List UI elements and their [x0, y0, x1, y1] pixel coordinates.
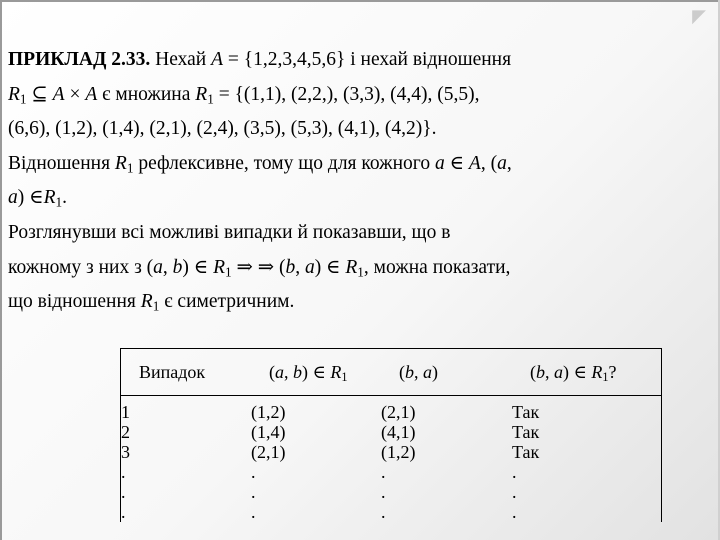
text-span: , можна показати,: [363, 256, 511, 278]
table-cell: (4,1): [381, 422, 416, 442]
text-line-7: [8, 251, 708, 286]
table-cell: 1: [121, 396, 252, 423]
symmetry-cases-table: [120, 348, 662, 522]
text-span: ,: [295, 256, 305, 278]
header-ba-in-r1: (b, a) ∈ $R_1$?: [512, 349, 662, 396]
relation-symbol: R: [43, 187, 56, 209]
variable-a: a: [434, 152, 445, 174]
text-span: Нехай: [150, 49, 212, 70]
table-cell: .: [251, 502, 256, 522]
text-span: є симетричним.: [159, 291, 295, 313]
table-cell: .: [251, 482, 256, 502]
text-span: .: [62, 187, 67, 209]
subscript: 1: [152, 298, 160, 314]
text-span: є множина: [97, 83, 196, 105]
table-cell: (1,4): [251, 422, 286, 442]
table-cell: .: [121, 482, 252, 502]
text-span: = {1,2,3,4,5,6} і нехай відношення: [223, 49, 512, 70]
text-span: ) ∈: [17, 187, 44, 209]
table-cell: 3: [121, 442, 252, 462]
text-span: що відношення: [8, 291, 141, 313]
text-span: ) ∈: [182, 256, 214, 278]
variable-b: b: [285, 256, 296, 278]
table-cell: .: [512, 462, 662, 482]
table-cell: .: [381, 462, 386, 482]
table-cell: (1,2): [381, 442, 416, 462]
text-line-8: [8, 285, 708, 320]
set-symbol: A: [85, 83, 98, 105]
variable-a: a: [497, 152, 507, 174]
table-row: [121, 482, 662, 502]
example-text: [8, 43, 708, 320]
table-cell: .: [381, 502, 386, 522]
text-line-3: (6,6), (1,2), (1,4), (2,1), (2,4), (3,5), (5,3), (4,1), (4,2)}.: [8, 118, 437, 140]
text-line-1: [8, 43, 708, 78]
table-cell: 2: [121, 422, 252, 442]
table-cell: Так: [512, 422, 662, 442]
table-cell: .: [121, 502, 252, 522]
corner-decoration-icon: ◤: [692, 6, 706, 27]
text-span: ×: [64, 83, 86, 105]
table-cell: .: [512, 502, 662, 522]
subscript: 1: [19, 90, 27, 106]
subscript: 1: [225, 263, 232, 279]
text-line-5: [8, 181, 708, 216]
text-line-4: [8, 147, 708, 182]
relation-symbol: R: [140, 291, 153, 313]
text-span: ,: [162, 256, 173, 278]
subscript: 1: [55, 194, 63, 210]
variable-a: a: [153, 256, 163, 278]
set-symbol: A: [211, 49, 224, 70]
text-span: = {(1,1), (2,2,), (3,3), (4,4), (5,5),: [213, 83, 480, 105]
text-span: , (: [480, 152, 498, 174]
subscript: 1: [126, 160, 134, 176]
table-cell: Так: [512, 396, 662, 423]
relation-symbol: R: [8, 83, 20, 105]
text-line-2: [8, 78, 708, 113]
header-pair-ba: (b, a): [381, 349, 512, 396]
set-symbol: A: [52, 83, 65, 105]
variable-a: a: [304, 256, 315, 278]
text-span: Відношення: [8, 152, 115, 174]
header-pair-ab: (a, b) ∈ $R_1$: [251, 349, 381, 396]
relation-symbol: R: [195, 83, 208, 105]
text-span: ⇒ ⇒ (: [231, 256, 286, 278]
table-cell: .: [121, 462, 252, 482]
relation-symbol: R: [213, 256, 226, 278]
table-cell: (2,1): [251, 442, 286, 462]
table-cell: (2,1): [381, 402, 416, 422]
set-symbol: A: [468, 152, 481, 174]
table-cell: Так: [512, 442, 662, 462]
variable-a: a: [8, 187, 18, 209]
text-span: ) ∈: [314, 256, 346, 278]
table-cell: .: [512, 482, 662, 502]
relation-symbol: R: [345, 256, 358, 278]
text-line-6: Розглянувши всі можливі випадки й показавши, що в: [8, 221, 451, 243]
table-cell: (1,2): [251, 402, 286, 422]
table-header-row: [121, 349, 662, 396]
text-span: ∈: [444, 152, 469, 174]
table-cell: .: [251, 462, 256, 482]
subscript: 1: [207, 90, 214, 106]
table-row: [121, 396, 662, 423]
text-span: рефлексивне, тому що для кожного: [133, 152, 435, 174]
example-heading: ПРИКЛАД 2.33.: [8, 49, 151, 70]
table-row: [121, 502, 662, 522]
variable-b: b: [172, 256, 183, 278]
text-span: кожному з них з (: [8, 256, 154, 278]
table-cell: .: [381, 482, 386, 502]
table-row: [121, 442, 662, 462]
table-row: [121, 422, 662, 442]
relation-symbol: R: [114, 152, 127, 174]
header-case: Випадок: [121, 349, 252, 396]
text-span: ,: [506, 152, 512, 174]
subscript: 1: [357, 263, 364, 279]
text-span: ⊆: [26, 83, 53, 105]
slide-border-top: [0, 0, 720, 2]
table-row: [121, 462, 662, 482]
slide-border-left: [0, 0, 2, 540]
